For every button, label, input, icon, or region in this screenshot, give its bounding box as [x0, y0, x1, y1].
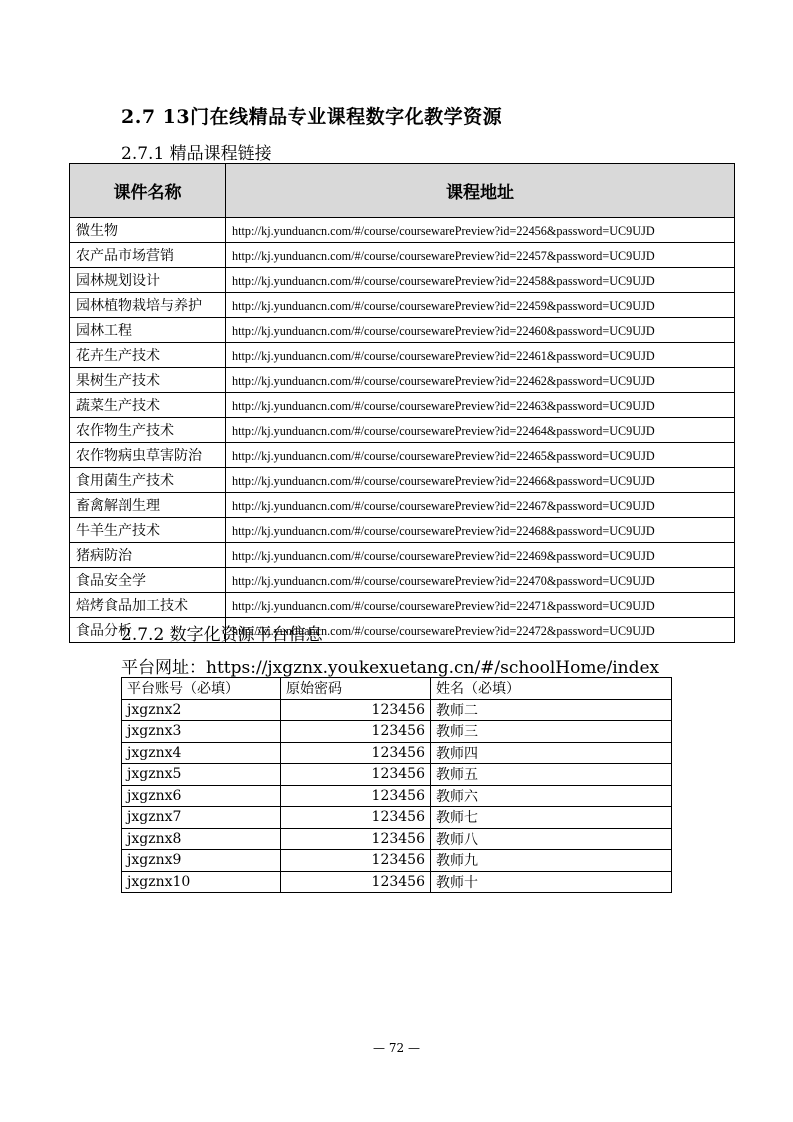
teacher-name-cell: 教师九	[431, 850, 672, 872]
table-row	[122, 785, 672, 807]
table-row	[70, 243, 735, 268]
course-name-cell: 园林植物栽培与养护	[70, 293, 226, 318]
account-cell: jxgznx10	[122, 871, 281, 893]
teacher-name-cell: 教师四	[431, 742, 672, 764]
subsection-heading-platform-info: 2.7.2 数字化资源平台信息	[121, 625, 323, 645]
course-url-link[interactable]: http://kj.yunduancn.com/#/course/coursewarePreview?id=22471&password=UC9UJD	[226, 593, 735, 618]
course-name-cell: 农产品市场营销	[70, 243, 226, 268]
table-row	[70, 293, 735, 318]
table-row	[122, 721, 672, 743]
password-cell: 123456	[281, 721, 431, 743]
course-name-cell: 食品分析	[70, 618, 226, 643]
table-row	[70, 418, 735, 443]
course-url-link[interactable]: http://kj.yunduancn.com/#/course/coursewarePreview?id=22466&password=UC9UJD	[226, 468, 735, 493]
account-cell: jxgznx6	[122, 785, 281, 807]
password-cell: 123456	[281, 828, 431, 850]
course-url-link[interactable]: http://kj.yunduancn.com/#/course/coursewarePreview?id=22459&password=UC9UJD	[226, 293, 735, 318]
course-url-link[interactable]: http://kj.yunduancn.com/#/course/coursewarePreview?id=22465&password=UC9UJD	[226, 443, 735, 468]
course-url-link[interactable]: http://kj.yunduancn.com/#/course/coursewarePreview?id=22467&password=UC9UJD	[226, 493, 735, 518]
course-url-link[interactable]: http://kj.yunduancn.com/#/course/coursewarePreview?id=22462&password=UC9UJD	[226, 368, 735, 393]
course-url-link[interactable]: http://kj.yunduancn.com/#/course/coursewarePreview?id=22457&password=UC9UJD	[226, 243, 735, 268]
table-row	[122, 850, 672, 872]
table-row	[122, 764, 672, 786]
course-name-cell: 果树生产技术	[70, 368, 226, 393]
account-cell: jxgznx7	[122, 807, 281, 829]
teacher-name-cell: 教师二	[431, 699, 672, 721]
course-name-cell: 食品安全学	[70, 568, 226, 593]
teacher-name-cell: 教师六	[431, 785, 672, 807]
course-name-cell: 园林规划设计	[70, 268, 226, 293]
course-name-cell: 畜禽解剖生理	[70, 493, 226, 518]
table-row	[70, 268, 735, 293]
account-cell: jxgznx5	[122, 764, 281, 786]
table-row	[122, 742, 672, 764]
course-url-link[interactable]: http://kj.yunduancn.com/#/course/coursewarePreview?id=22456&password=UC9UJD	[226, 218, 735, 243]
course-url-link[interactable]: http://kj.yunduancn.com/#/course/coursewarePreview?id=22463&password=UC9UJD	[226, 393, 735, 418]
column-header-name: 姓名（必填）	[431, 678, 672, 700]
course-url-link[interactable]: http://kj.yunduancn.com/#/course/coursewarePreview?id=22458&password=UC9UJD	[226, 268, 735, 293]
course-name-cell: 农作物生产技术	[70, 418, 226, 443]
table-row	[122, 807, 672, 829]
subsection-heading-course-links: 2.7.1 精品课程链接	[121, 144, 272, 164]
course-url-link[interactable]: http://kj.yunduancn.com/#/course/coursewarePreview?id=22472&password=UC9UJD	[226, 618, 735, 643]
password-cell: 123456	[281, 871, 431, 893]
account-cell: jxgznx8	[122, 828, 281, 850]
password-cell: 123456	[281, 742, 431, 764]
teacher-name-cell: 教师十	[431, 871, 672, 893]
course-name-cell: 农作物病虫草害防治	[70, 443, 226, 468]
table-row	[70, 343, 735, 368]
course-url-link[interactable]: http://kj.yunduancn.com/#/course/coursewarePreview?id=22468&password=UC9UJD	[226, 518, 735, 543]
table-row	[70, 568, 735, 593]
course-url-link[interactable]: http://kj.yunduancn.com/#/course/coursewarePreview?id=22469&password=UC9UJD	[226, 543, 735, 568]
section-heading: 2.7 13门在线精品专业课程数字化教学资源	[121, 106, 503, 128]
table-row	[122, 828, 672, 850]
platform-accounts-table	[121, 677, 672, 893]
table-row	[70, 493, 735, 518]
table-row	[70, 218, 735, 243]
course-name-cell: 牛羊生产技术	[70, 518, 226, 543]
course-name-cell: 微生物	[70, 218, 226, 243]
course-name-cell: 食用菌生产技术	[70, 468, 226, 493]
account-cell: jxgznx3	[122, 721, 281, 743]
table-row	[70, 393, 735, 418]
teacher-name-cell: 教师五	[431, 764, 672, 786]
course-url-link[interactable]: http://kj.yunduancn.com/#/course/coursewarePreview?id=22470&password=UC9UJD	[226, 568, 735, 593]
table-header-row	[70, 164, 735, 218]
platform-url-line: 平台网址：https://jxgznx.youkexuetang.cn/#/schoolHome/index	[121, 658, 660, 678]
password-cell: 123456	[281, 785, 431, 807]
password-cell: 123456	[281, 764, 431, 786]
account-cell: jxgznx2	[122, 699, 281, 721]
password-cell: 123456	[281, 699, 431, 721]
course-name-cell: 焙烤食品加工技术	[70, 593, 226, 618]
column-header-password: 原始密码	[281, 678, 431, 700]
table-header-row	[122, 678, 672, 700]
course-links-table	[69, 163, 735, 643]
course-url-link[interactable]: http://kj.yunduancn.com/#/course/coursewarePreview?id=22464&password=UC9UJD	[226, 418, 735, 443]
table-row	[70, 593, 735, 618]
account-cell: jxgznx4	[122, 742, 281, 764]
page-number: — 72 —	[373, 1041, 420, 1055]
course-name-cell: 园林工程	[70, 318, 226, 343]
column-header-account: 平台账号（必填）	[122, 678, 281, 700]
table-row	[122, 699, 672, 721]
table-row	[122, 871, 672, 893]
password-cell: 123456	[281, 850, 431, 872]
table-row	[70, 368, 735, 393]
teacher-name-cell: 教师八	[431, 828, 672, 850]
table-row	[70, 443, 735, 468]
column-header-course-name: 课件名称	[70, 164, 226, 218]
account-cell: jxgznx9	[122, 850, 281, 872]
course-url-link[interactable]: http://kj.yunduancn.com/#/course/coursewarePreview?id=22461&password=UC9UJD	[226, 343, 735, 368]
course-name-cell: 蔬菜生产技术	[70, 393, 226, 418]
password-cell: 123456	[281, 807, 431, 829]
table-row	[70, 518, 735, 543]
course-name-cell: 花卉生产技术	[70, 343, 226, 368]
column-header-course-url: 课程地址	[226, 164, 735, 218]
teacher-name-cell: 教师三	[431, 721, 672, 743]
table-row	[70, 318, 735, 343]
course-name-cell: 猪病防治	[70, 543, 226, 568]
table-row	[70, 468, 735, 493]
table-row	[70, 543, 735, 568]
teacher-name-cell: 教师七	[431, 807, 672, 829]
course-url-link[interactable]: http://kj.yunduancn.com/#/course/coursewarePreview?id=22460&password=UC9UJD	[226, 318, 735, 343]
